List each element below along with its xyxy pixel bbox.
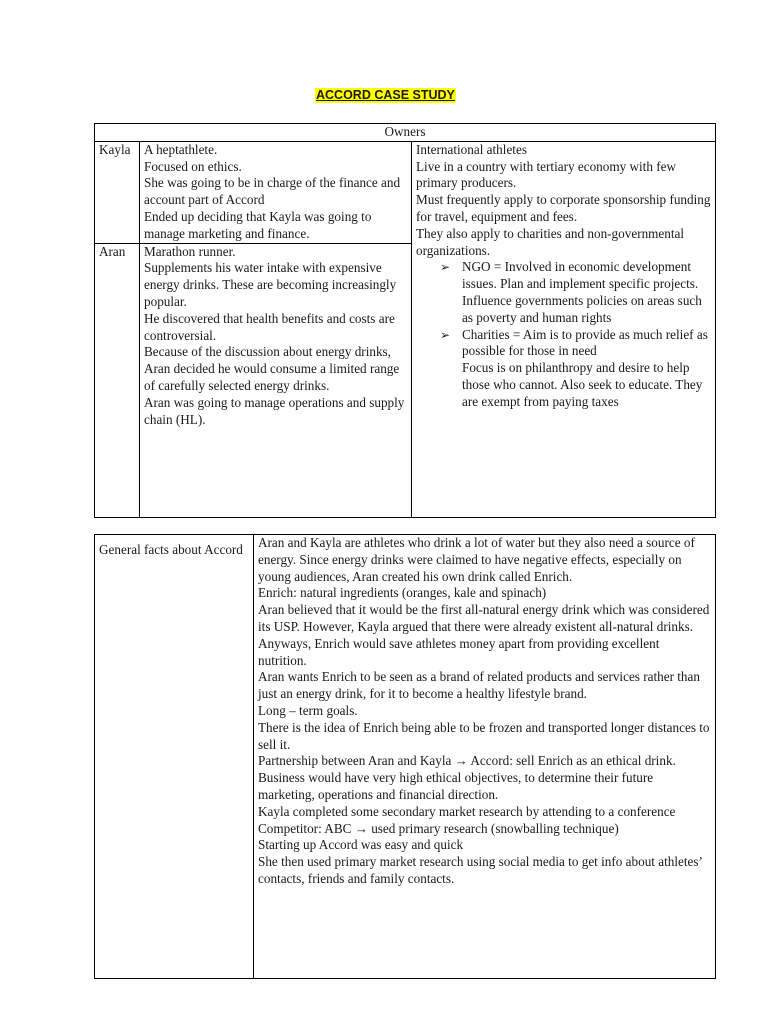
fact-line: Aran wants Enrich to be seen as a brand of related products and services rather than just an energy drink, for it to become a healthy lifestyle brand. (258, 669, 700, 702)
ngo-bullet (440, 259, 711, 326)
bullet-text: Charities = Aim is to provide as much relief as possible for those in need (462, 326, 708, 359)
international-line: Must frequently apply to corporate sponsorship funding for travel, equipment and fees. (416, 192, 711, 224)
fact-line: Kayla completed some secondary market research by attending to a conference (258, 803, 676, 819)
fact-line: Business would have very high ethical objectives, to determine their future marketing, operations and financial direction. (258, 770, 654, 802)
international-athletes-cell (412, 141, 716, 517)
fact-line: She then used primary market research using social media to get info about athletes’ contacts, friends and family contacts. (258, 854, 702, 886)
general-facts-table (94, 534, 716, 979)
fact-line: Partnership between Aran and Kayla → Accord: sell Enrich as an ethical drink. (258, 753, 676, 769)
kayla-line: She was going to be in charge of the finance and account part of Accord (144, 175, 401, 208)
international-line: International athletes (416, 141, 527, 157)
fact-line: Starting up Accord was easy and quick (258, 837, 464, 853)
aran-line: Aran was going to manage operations and supply chain (HL). (144, 394, 405, 427)
arrow-bullet-icon: ➢ (440, 260, 451, 275)
kayla-line: Ended up deciding that Kayla was going to manage marketing and finance. (144, 208, 372, 241)
organization-list (416, 259, 711, 410)
fact-line: Long – term goals. (258, 702, 358, 718)
international-line: Live in a country with tertiary economy with few primary producers. (416, 158, 677, 191)
kayla-name-cell: Kayla (95, 141, 140, 243)
aran-line: Supplements his water intake with expensive energy drinks. These are becoming increasingly popular. (144, 260, 397, 309)
general-facts-label: General facts about Accord (95, 535, 254, 979)
fact-line: Aran believed that it would be the first all-natural energy drink which was considered its USP. However, Kayla argued that there were already existent all-natural drinks. (258, 602, 710, 634)
aran-line: Marathon runner. (144, 243, 236, 259)
charities-bullet (440, 327, 711, 411)
aran-name-cell: Aran (95, 243, 140, 517)
international-line: They also apply to charities and non-governmental organizations. (416, 225, 685, 258)
arrow-bullet-icon: ➢ (440, 327, 451, 342)
owners-header: Owners (95, 124, 716, 142)
kayla-line: A heptathlete. (144, 141, 218, 157)
owners-table (94, 123, 716, 518)
document-title: ACCORD CASE STUDY (316, 88, 455, 102)
bullet-text: NGO = Involved in economic development issues. Plan and implement specific projects. (462, 259, 699, 292)
fact-line: Anyways, Enrich would save athletes money apart from providing excellent nutrition. (258, 635, 660, 668)
fact-line: Competitor: ABC → used primary research (snowballing technique) (258, 820, 619, 836)
general-facts-content (254, 535, 716, 979)
fact-line: Enrich: natural ingredients (oranges, kale and spinach) (258, 585, 547, 601)
aran-line: He discovered that health benefits and costs are controversial. (144, 310, 395, 343)
bullet-extra-text: Focus is on philanthropy and desire to help those who cannot. Also seek to educate. They are exempt from paying taxes (462, 360, 703, 409)
fact-line: There is the idea of Enrich being able to be frozen and transported longer distances to sell it. (258, 719, 710, 752)
fact-line: Aran and Kayla are athletes who drink a lot of water but they also need a source of energy. Since energy drinks were claimed to have negative effects, especially on young audiences, Aran created his own drink called Enrich. (258, 535, 695, 584)
kayla-line: Focused on ethics. (144, 158, 242, 174)
bullet-extra-text: Influence governments policies on areas such as poverty and human rights (462, 292, 702, 325)
aran-line: Because of the discussion about energy drinks, Aran decided he would consume a limited range of carefully selected energy drinks. (144, 344, 400, 393)
kayla-description-cell (140, 141, 412, 243)
aran-description-cell (140, 243, 412, 517)
